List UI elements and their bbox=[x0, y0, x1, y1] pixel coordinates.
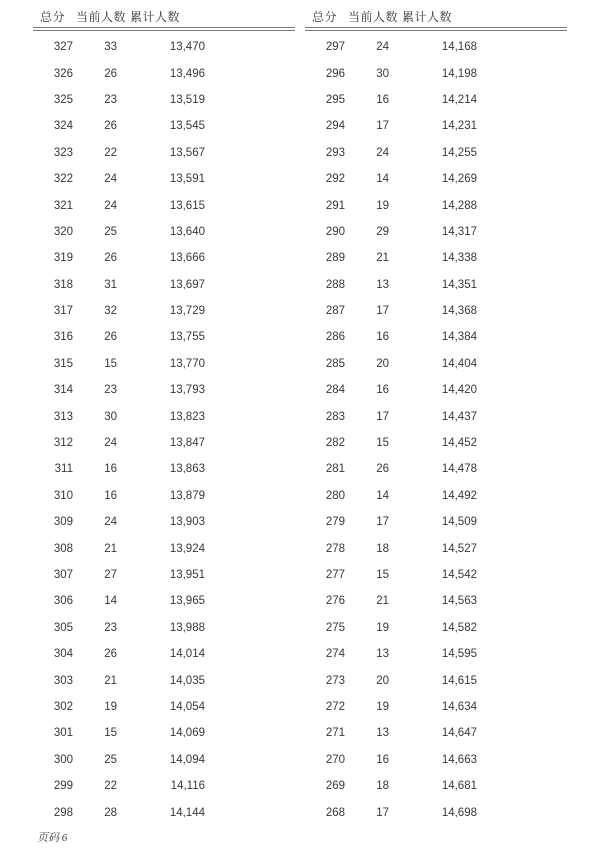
current-count-cell: 24 bbox=[104, 173, 117, 186]
table-row bbox=[305, 430, 567, 456]
score-cell: 320 bbox=[53, 225, 73, 238]
cumulative-count-cell: 14,615 bbox=[441, 674, 477, 687]
header-double-rule bbox=[33, 27, 295, 31]
table-row bbox=[33, 272, 295, 298]
table-row bbox=[305, 245, 567, 271]
current-count-cell: 14 bbox=[376, 489, 389, 502]
current-count-cell: 14 bbox=[376, 173, 389, 186]
score-cell: 275 bbox=[325, 621, 345, 634]
header-cumulative-count: 累计人数 bbox=[130, 10, 181, 24]
score-cell: 311 bbox=[54, 463, 73, 476]
score-cell: 289 bbox=[325, 252, 345, 265]
current-count-cell: 13 bbox=[376, 648, 389, 661]
cumulative-count-cell: 14,420 bbox=[441, 384, 477, 397]
current-count-cell: 18 bbox=[376, 780, 389, 793]
cumulative-count-cell: 14,595 bbox=[441, 648, 477, 661]
table-row bbox=[33, 641, 295, 667]
table-header-row bbox=[305, 8, 567, 27]
table-row bbox=[33, 615, 295, 641]
current-count-cell: 13 bbox=[376, 278, 389, 291]
current-count-cell: 21 bbox=[104, 542, 117, 555]
score-cell: 276 bbox=[325, 595, 345, 608]
header-current-count: 当前人数 bbox=[76, 10, 127, 24]
current-count-cell: 16 bbox=[376, 93, 389, 106]
cumulative-count-cell: 14,035 bbox=[169, 674, 205, 687]
table-row bbox=[33, 87, 295, 113]
table-row bbox=[33, 219, 295, 245]
table-row bbox=[33, 562, 295, 588]
cumulative-count-cell: 13,965 bbox=[169, 595, 205, 608]
table-row bbox=[33, 140, 295, 166]
cumulative-count-cell: 13,470 bbox=[169, 41, 205, 54]
cumulative-count-cell: 14,563 bbox=[441, 595, 477, 608]
table-row bbox=[305, 615, 567, 641]
cumulative-count-cell: 14,452 bbox=[441, 437, 477, 450]
table-row bbox=[33, 509, 295, 535]
cumulative-count-cell: 14,255 bbox=[441, 146, 477, 159]
current-count-cell: 15 bbox=[376, 569, 389, 581]
score-cell: 269 bbox=[325, 780, 345, 793]
current-count-cell: 24 bbox=[376, 146, 389, 159]
current-count-cell: 26 bbox=[104, 648, 117, 661]
cumulative-count-cell: 14,437 bbox=[441, 410, 477, 423]
cumulative-count-cell: 13,666 bbox=[169, 252, 205, 265]
current-count-cell: 33 bbox=[104, 41, 117, 54]
score-table-right bbox=[305, 8, 567, 826]
current-count-cell: 21 bbox=[376, 595, 389, 608]
table-row bbox=[33, 720, 295, 746]
table-row bbox=[33, 535, 295, 561]
current-count-cell: 26 bbox=[104, 120, 117, 133]
score-cell: 279 bbox=[325, 516, 345, 529]
table-row bbox=[305, 799, 567, 825]
table-row bbox=[305, 456, 567, 482]
current-count-cell: 22 bbox=[104, 780, 117, 793]
cumulative-count-cell: 14,582 bbox=[441, 621, 477, 634]
score-cell: 278 bbox=[325, 542, 345, 555]
cumulative-count-cell: 13,615 bbox=[169, 199, 205, 212]
cumulative-count-cell: 14,698 bbox=[441, 806, 477, 819]
score-cell: 301 bbox=[53, 727, 73, 740]
current-count-cell: 26 bbox=[104, 252, 117, 265]
table-row bbox=[305, 351, 567, 377]
cumulative-count-cell: 13,823 bbox=[169, 410, 205, 423]
current-count-cell: 17 bbox=[376, 806, 389, 819]
table-row bbox=[33, 192, 295, 218]
table-row bbox=[305, 483, 567, 509]
table-row bbox=[33, 298, 295, 324]
current-count-cell: 16 bbox=[376, 331, 389, 344]
score-cell: 326 bbox=[53, 67, 73, 80]
table-row bbox=[305, 641, 567, 667]
current-count-cell: 16 bbox=[376, 384, 389, 397]
score-cell: 327 bbox=[53, 41, 73, 54]
score-cell: 281 bbox=[325, 463, 345, 476]
table-row bbox=[305, 588, 567, 614]
score-cell: 323 bbox=[53, 146, 73, 159]
score-cell: 287 bbox=[325, 305, 345, 318]
cumulative-count-cell: 14,094 bbox=[169, 753, 205, 766]
cumulative-count-cell: 14,317 bbox=[441, 225, 477, 238]
score-cell: 300 bbox=[53, 753, 73, 766]
cumulative-count-cell: 13,591 bbox=[169, 173, 205, 186]
table-row bbox=[305, 747, 567, 773]
score-tables-container bbox=[33, 8, 567, 826]
score-table-left bbox=[33, 8, 295, 826]
table-row bbox=[33, 324, 295, 350]
cumulative-count-cell: 13,755 bbox=[169, 331, 205, 344]
current-count-cell: 24 bbox=[376, 41, 389, 54]
current-count-cell: 27 bbox=[104, 569, 117, 581]
table-row bbox=[33, 694, 295, 720]
table-row bbox=[305, 324, 567, 350]
table-row bbox=[33, 483, 295, 509]
current-count-cell: 32 bbox=[104, 305, 117, 318]
score-cell: 271 bbox=[325, 727, 345, 740]
current-count-cell: 16 bbox=[104, 489, 117, 502]
cumulative-count-cell: 13,988 bbox=[169, 621, 205, 634]
current-count-cell: 15 bbox=[104, 727, 117, 740]
table-row bbox=[33, 113, 295, 139]
header-cumulative-count: 累计人数 bbox=[402, 10, 453, 24]
score-cell: 322 bbox=[53, 173, 73, 186]
cumulative-count-cell: 13,545 bbox=[169, 120, 205, 133]
score-cell: 305 bbox=[53, 621, 73, 634]
score-cell: 283 bbox=[325, 410, 345, 423]
cumulative-count-cell: 13,924 bbox=[169, 542, 205, 555]
cumulative-count-cell: 14,231 bbox=[441, 120, 477, 133]
cumulative-count-cell: 14,527 bbox=[441, 542, 477, 555]
score-cell: 306 bbox=[53, 595, 73, 608]
table-row bbox=[305, 667, 567, 693]
current-count-cell: 21 bbox=[376, 252, 389, 265]
current-count-cell: 25 bbox=[104, 225, 117, 238]
score-cell: 314 bbox=[53, 384, 73, 397]
current-count-cell: 15 bbox=[104, 357, 117, 370]
current-count-cell: 23 bbox=[104, 384, 117, 397]
current-count-cell: 28 bbox=[104, 806, 117, 819]
cumulative-count-cell: 14,054 bbox=[169, 700, 205, 713]
cumulative-count-cell: 14,492 bbox=[441, 489, 477, 502]
table-row bbox=[305, 140, 567, 166]
score-cell: 280 bbox=[325, 489, 345, 502]
score-cell: 285 bbox=[325, 357, 345, 370]
current-count-cell: 18 bbox=[376, 542, 389, 555]
table-body bbox=[33, 34, 295, 826]
score-cell: 291 bbox=[325, 199, 345, 212]
current-count-cell: 29 bbox=[376, 225, 389, 238]
cumulative-count-cell: 13,697 bbox=[169, 278, 205, 291]
current-count-cell: 24 bbox=[104, 437, 117, 450]
table-row bbox=[305, 535, 567, 561]
score-cell: 288 bbox=[325, 278, 345, 291]
current-count-cell: 21 bbox=[104, 674, 117, 687]
table-row bbox=[305, 694, 567, 720]
current-count-cell: 26 bbox=[104, 67, 117, 80]
cumulative-count-cell: 13,863 bbox=[169, 463, 205, 476]
table-row bbox=[33, 430, 295, 456]
cumulative-count-cell: 13,519 bbox=[169, 93, 205, 106]
score-cell: 282 bbox=[325, 437, 345, 450]
cumulative-count-cell: 14,404 bbox=[441, 357, 477, 370]
current-count-cell: 15 bbox=[376, 437, 389, 450]
cumulative-count-cell: 14,663 bbox=[441, 753, 477, 766]
score-cell: 290 bbox=[325, 225, 345, 238]
score-cell: 313 bbox=[53, 410, 73, 423]
cumulative-count-cell: 14,144 bbox=[169, 806, 205, 819]
current-count-cell: 20 bbox=[376, 674, 389, 687]
cumulative-count-cell: 14,681 bbox=[441, 780, 477, 793]
current-count-cell: 22 bbox=[104, 146, 117, 159]
score-cell: 312 bbox=[53, 437, 73, 450]
score-cell: 307 bbox=[53, 569, 73, 581]
score-cell: 324 bbox=[53, 120, 73, 133]
table-row bbox=[305, 403, 567, 429]
table-row bbox=[33, 34, 295, 60]
score-cell: 284 bbox=[325, 384, 345, 397]
score-cell: 303 bbox=[53, 674, 73, 687]
score-cell: 302 bbox=[53, 700, 73, 713]
rule-line-bottom bbox=[33, 30, 295, 31]
table-row bbox=[305, 377, 567, 403]
table-row bbox=[305, 298, 567, 324]
rule-line-bottom bbox=[305, 30, 567, 31]
table-row bbox=[305, 34, 567, 60]
cumulative-count-cell: 14,509 bbox=[441, 516, 477, 529]
score-cell: 277 bbox=[325, 569, 345, 581]
current-count-cell: 16 bbox=[104, 463, 117, 476]
score-cell: 325 bbox=[53, 93, 73, 106]
cumulative-count-cell: 14,168 bbox=[441, 41, 477, 54]
cumulative-count-cell: 14,288 bbox=[441, 199, 477, 212]
current-count-cell: 17 bbox=[376, 410, 389, 423]
cumulative-count-cell: 14,647 bbox=[441, 727, 477, 740]
cumulative-count-cell: 14,478 bbox=[441, 463, 477, 476]
score-cell: 309 bbox=[53, 516, 73, 529]
cumulative-count-cell: 14,116 bbox=[170, 780, 205, 793]
cumulative-count-cell: 14,214 bbox=[441, 93, 477, 106]
table-row bbox=[33, 588, 295, 614]
score-cell: 296 bbox=[325, 67, 345, 80]
score-cell: 292 bbox=[325, 173, 345, 186]
table-row bbox=[305, 166, 567, 192]
current-count-cell: 17 bbox=[376, 120, 389, 133]
score-cell: 321 bbox=[53, 199, 73, 212]
cumulative-count-cell: 14,269 bbox=[441, 173, 477, 186]
current-count-cell: 19 bbox=[376, 621, 389, 634]
cumulative-count-cell: 14,069 bbox=[169, 727, 205, 740]
current-count-cell: 26 bbox=[376, 463, 389, 476]
table-row bbox=[33, 799, 295, 825]
score-cell: 318 bbox=[53, 278, 73, 291]
current-count-cell: 19 bbox=[376, 199, 389, 212]
current-count-cell: 14 bbox=[104, 595, 117, 608]
header-total-score: 总分 bbox=[40, 10, 66, 24]
table-row bbox=[305, 87, 567, 113]
table-row bbox=[33, 456, 295, 482]
current-count-cell: 17 bbox=[376, 305, 389, 318]
table-row bbox=[33, 351, 295, 377]
current-count-cell: 23 bbox=[104, 621, 117, 634]
score-cell: 298 bbox=[53, 806, 73, 819]
cumulative-count-cell: 13,640 bbox=[169, 225, 205, 238]
header-total-score: 总分 bbox=[312, 10, 338, 24]
current-count-cell: 17 bbox=[376, 516, 389, 529]
score-cell: 317 bbox=[53, 305, 73, 318]
cumulative-count-cell: 13,496 bbox=[169, 67, 205, 80]
current-count-cell: 24 bbox=[104, 199, 117, 212]
current-count-cell: 19 bbox=[104, 700, 117, 713]
score-cell: 299 bbox=[53, 780, 73, 793]
cumulative-count-cell: 13,793 bbox=[169, 384, 205, 397]
cumulative-count-cell: 14,014 bbox=[169, 648, 205, 661]
table-row bbox=[305, 219, 567, 245]
table-row bbox=[305, 192, 567, 218]
cumulative-count-cell: 13,879 bbox=[169, 489, 205, 502]
score-cell: 295 bbox=[325, 93, 345, 106]
table-row bbox=[33, 166, 295, 192]
score-cell: 316 bbox=[53, 331, 73, 344]
table-row bbox=[33, 667, 295, 693]
current-count-cell: 13 bbox=[376, 727, 389, 740]
current-count-cell: 23 bbox=[104, 93, 117, 106]
cumulative-count-cell: 14,338 bbox=[441, 252, 477, 265]
score-cell: 310 bbox=[53, 489, 73, 502]
score-cell: 304 bbox=[53, 648, 73, 661]
table-body bbox=[305, 34, 567, 826]
score-cell: 293 bbox=[325, 146, 345, 159]
score-cell: 270 bbox=[325, 753, 345, 766]
cumulative-count-cell: 13,729 bbox=[169, 305, 205, 318]
cumulative-count-cell: 13,903 bbox=[169, 516, 205, 529]
score-cell: 286 bbox=[325, 331, 345, 344]
score-cell: 297 bbox=[325, 41, 345, 54]
page-number: 页码 6 bbox=[37, 832, 68, 844]
cumulative-count-cell: 14,542 bbox=[441, 569, 477, 581]
cumulative-count-cell: 13,847 bbox=[169, 437, 205, 450]
cumulative-count-cell: 14,384 bbox=[441, 331, 477, 344]
header-double-rule bbox=[305, 27, 567, 31]
table-row bbox=[33, 245, 295, 271]
current-count-cell: 16 bbox=[376, 753, 389, 766]
table-row bbox=[305, 509, 567, 535]
table-row bbox=[305, 113, 567, 139]
score-cell: 274 bbox=[325, 648, 345, 661]
cumulative-count-cell: 13,951 bbox=[169, 569, 205, 581]
current-count-cell: 20 bbox=[376, 357, 389, 370]
table-row bbox=[33, 747, 295, 773]
score-cell: 308 bbox=[53, 542, 73, 555]
score-cell: 319 bbox=[53, 252, 73, 265]
current-count-cell: 24 bbox=[104, 516, 117, 529]
table-row bbox=[33, 403, 295, 429]
table-row bbox=[305, 60, 567, 86]
table-row bbox=[33, 60, 295, 86]
current-count-cell: 19 bbox=[376, 700, 389, 713]
table-header-row bbox=[33, 8, 295, 27]
table-row bbox=[33, 773, 295, 799]
table-row bbox=[33, 377, 295, 403]
cumulative-count-cell: 13,567 bbox=[169, 146, 205, 159]
table-row bbox=[305, 562, 567, 588]
table-row bbox=[305, 720, 567, 746]
score-cell: 294 bbox=[325, 120, 345, 133]
table-row bbox=[305, 773, 567, 799]
table-row bbox=[305, 272, 567, 298]
score-cell: 268 bbox=[325, 806, 345, 819]
cumulative-count-cell: 14,368 bbox=[441, 305, 477, 318]
current-count-cell: 30 bbox=[104, 410, 117, 423]
header-current-count: 当前人数 bbox=[348, 10, 399, 24]
current-count-cell: 30 bbox=[376, 67, 389, 80]
cumulative-count-cell: 14,351 bbox=[441, 278, 477, 291]
score-cell: 273 bbox=[325, 674, 345, 687]
cumulative-count-cell: 14,198 bbox=[441, 67, 477, 80]
current-count-cell: 31 bbox=[104, 278, 117, 291]
score-cell: 315 bbox=[53, 357, 73, 370]
cumulative-count-cell: 14,634 bbox=[441, 700, 477, 713]
current-count-cell: 26 bbox=[104, 331, 117, 344]
current-count-cell: 25 bbox=[104, 753, 117, 766]
cumulative-count-cell: 13,770 bbox=[169, 357, 205, 370]
score-cell: 272 bbox=[325, 700, 345, 713]
